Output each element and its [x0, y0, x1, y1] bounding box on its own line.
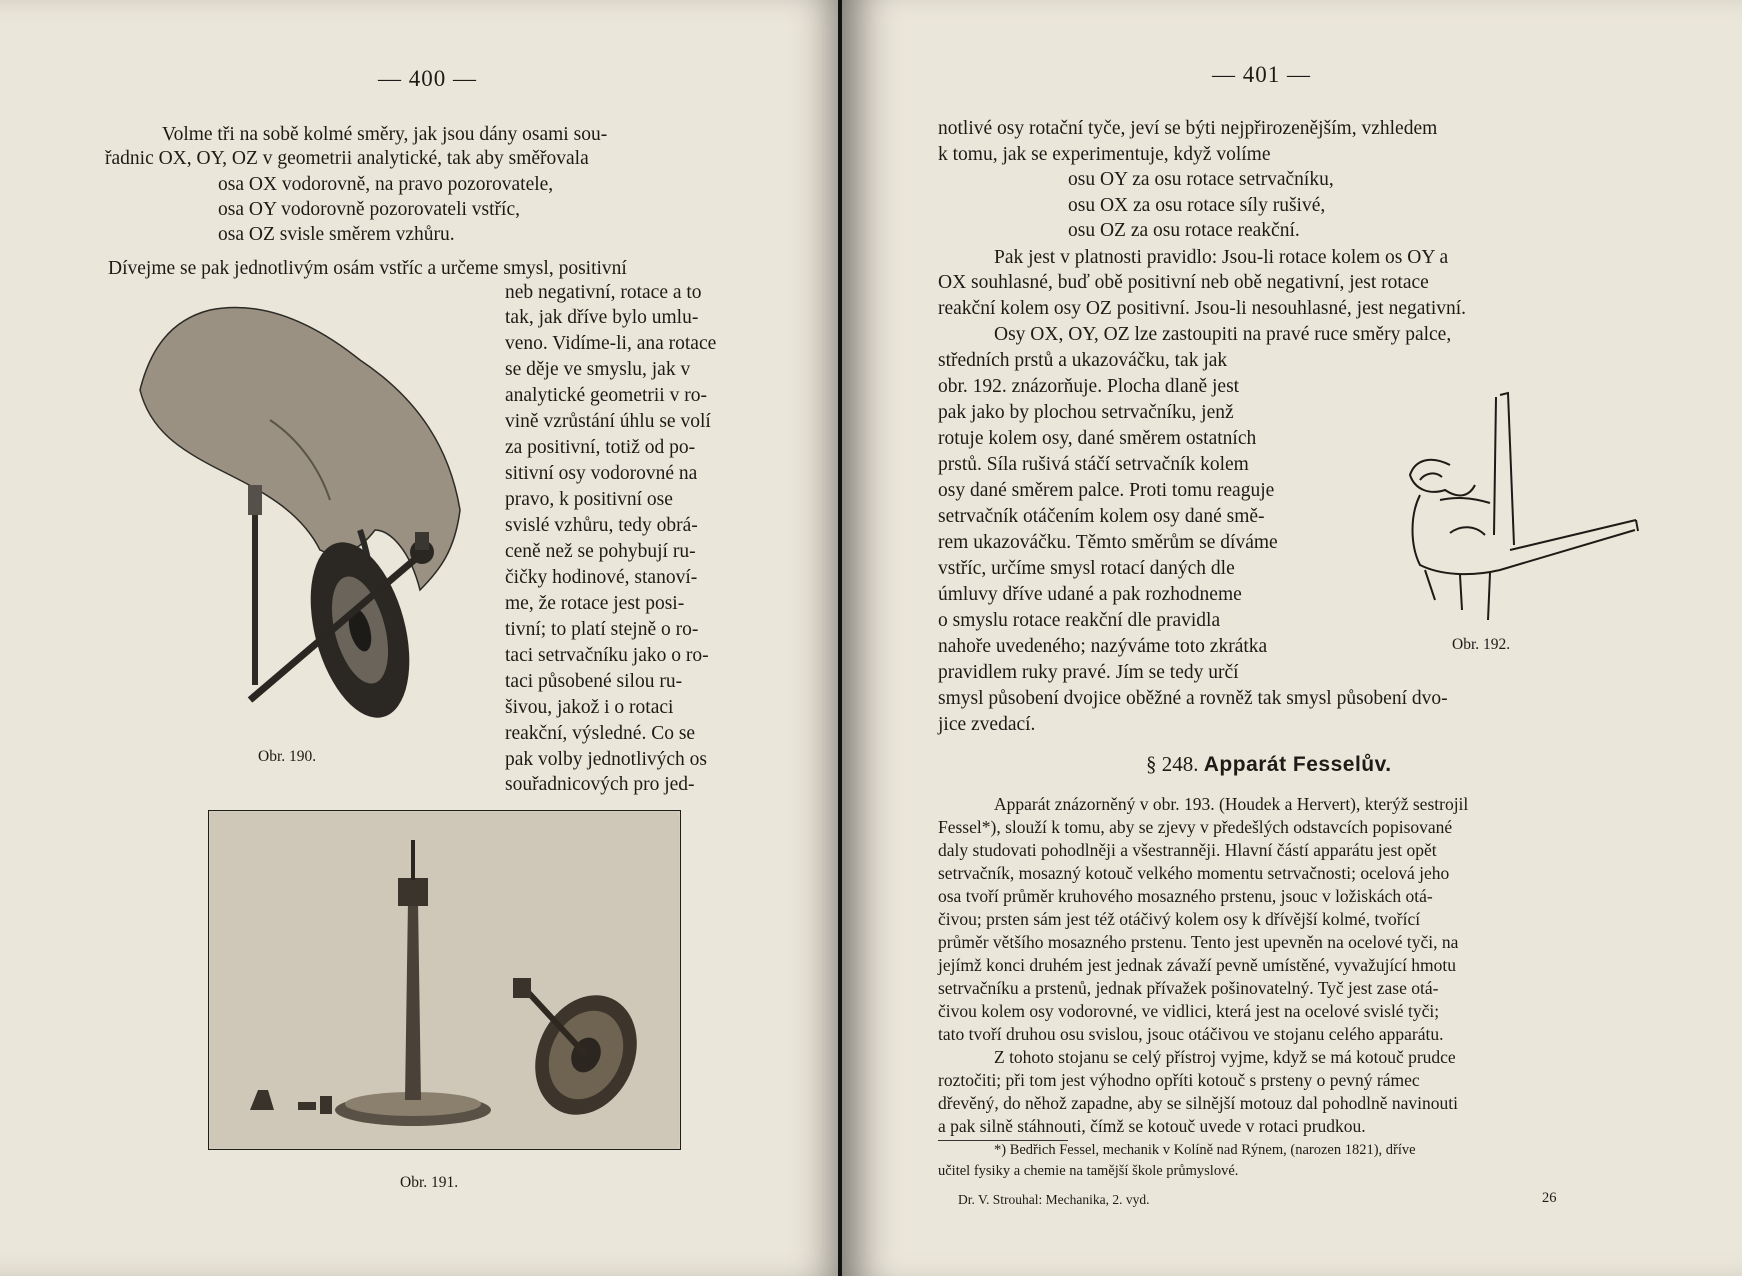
text-line: souřadnicových pro jed- — [505, 774, 695, 795]
text-line: pak volby jednotlivých os — [505, 749, 708, 770]
text-line: úmluvy dříve udané a pak rozhodneme — [938, 584, 1242, 605]
text-line: rotuje kolem osy, dané směrem ostatních — [938, 428, 1257, 449]
text-line: průměr většího mosazného prstenu. Tento jest upevněn na ocelové tyči, na — [938, 932, 1459, 952]
text-line: za positivní, totiž od po- — [505, 437, 696, 458]
text-line: Dívejme se pak jednotlivým osám vstříc a určeme smysl, positivní — [108, 258, 627, 279]
text-line: osu OY za osu rotace setrvačníku, — [1068, 169, 1334, 190]
text-line: osa tvoří průměr kruhového mosazného prstenu, jsouc v ložiskách otá- — [938, 886, 1433, 906]
text-line: pravidlem ruky pravé. Jím se tedy určí — [938, 662, 1239, 683]
text-line: pak jako by plochou setrvačníku, jenž — [938, 402, 1234, 423]
text-line: me, že rotace jest posi- — [505, 593, 685, 614]
text-line: nahoře uvedeného; nazýváme toto zkrátka — [938, 636, 1268, 657]
text-line: řadnic OX, OY, OZ v geometrii analytické, tak aby směřovala — [105, 148, 589, 169]
right-page — [842, 0, 1742, 1276]
text-line: osa OZ svisle směrem vzhůru. — [218, 224, 455, 245]
text-line: vině vzrůstání úhlu se volí — [505, 411, 711, 432]
text-line: notlivé osy rotační tyče, jeví se býti nejpřirozenějším, vzhledem — [938, 118, 1438, 139]
text-line: pravo, k positivní ose — [505, 489, 673, 510]
text-line: vstříc, určíme smysl rotací daných dle — [938, 558, 1235, 579]
footnote-line: *) Bedřich Fessel, mechanik v Kolíně nad Rýnem, (narozen 1821), dříve — [994, 1142, 1416, 1158]
text-line: a pak silně stáhnouti, čímž se kotouč uvede v rotaci prudkou. — [938, 1116, 1366, 1136]
text-line: šivou, jakož i o rotaci — [505, 697, 674, 718]
text-line: taci působené silou ru- — [505, 671, 683, 692]
footnote-rule — [938, 1140, 1068, 1141]
text-line: osu OZ za osu rotace reakční. — [1068, 220, 1300, 241]
text-line: tak, jak dříve bylo umlu- — [505, 307, 699, 328]
text-line: setrvačník otáčením kolem osy dané smě- — [938, 506, 1265, 527]
text-line: veno. Vidíme-li, ana rotace — [505, 333, 717, 354]
text-line: středních prstů a ukazováčku, tak jak — [938, 350, 1228, 371]
figure-192-right-hand — [1390, 385, 1640, 635]
text-line: osa OY vodorovně pozorovateli vstříc, — [218, 199, 520, 220]
text-line: obr. 192. znázorňuje. Plocha dlaně jest — [938, 376, 1240, 397]
text-line: dřevěný, do něhož zapadne, aby se silnější motouz dal pohodlně navinouti — [938, 1093, 1459, 1113]
text-line: jejímž konci druhém jest jednak závaží pevně umístěné, vyvažující hmotu — [938, 955, 1457, 975]
text-line: OX souhlasné, buď obě positivní neb obě negativní, jest rotace — [938, 272, 1429, 293]
text-line: se děje ve smyslu, jak v — [505, 359, 691, 380]
figure-191-fessel-apparatus — [208, 810, 681, 1150]
left-page — [0, 0, 842, 1276]
text-line: Z tohoto stojanu se celý přístroj vyjme, když se má kotouč prudce — [994, 1047, 1456, 1067]
text-line: Osy OX, OY, OZ lze zastoupiti na pravé ruce směry palce, — [994, 324, 1452, 345]
text-line: sitivní osy vodorovné na — [505, 463, 698, 484]
text-line: reakční kolem osy OZ positivní. Jsou-li nesouhlasné, jest negativní. — [938, 298, 1467, 319]
text-line: osy dané směrem palce. Proti tomu reaguje — [938, 480, 1275, 501]
text-line: smysl působení dvojice oběžné a rovněž tak smysl působení dvo- — [938, 688, 1448, 709]
text-line: setrvačníku a prstenů, jednak přívažek pošinovatelný. Tyč jest zase otá- — [938, 978, 1439, 998]
figure-192-caption: Obr. 192. — [1452, 636, 1511, 653]
text-line: Pak jest v platnosti pravidlo: Jsou-li rotace kolem os OY a — [994, 247, 1449, 268]
section-heading — [1146, 752, 1392, 777]
page-number: — 400 — — [378, 66, 477, 91]
text-line: svislé vzhůru, tedy obrá- — [505, 515, 698, 536]
text-line: čivou kolem osy vodorovné, ve vidlici, která jest na ocelové svislé tyči; — [938, 1001, 1440, 1021]
imprint-line: Dr. V. Strouhal: Mechanika, 2. vyd. — [958, 1192, 1150, 1207]
section-title: Apparát Fesselův. — [1203, 753, 1392, 776]
footnote-line: učitel fysiky a chemie na tamější škole průmyslové. — [938, 1163, 1239, 1179]
text-line: čivou; prsten sám jest též otáčivý kolem osy k dřívější kolmé, tvořící — [938, 909, 1421, 929]
text-line: roztočiti; při tom jest výhodno opříti kotouč s prsteny o pevný rámec — [938, 1070, 1420, 1090]
text-line: neb negativní, rotace a to — [505, 282, 702, 303]
text-line: k tomu, jak se experimentuje, když volíme — [938, 144, 1271, 165]
text-line: taci setrvačníku jako o ro- — [505, 645, 709, 666]
section-number: § 248. — [1146, 752, 1199, 776]
text-line: Fessel*), slouží k tomu, aby se zjevy v předešlých odstavcích popisované — [938, 817, 1453, 837]
text-line: Apparát znázorněný v obr. 193. (Houdek a Hervert), kterýž sestrojil — [994, 794, 1469, 814]
text-line: o smyslu rotace reakční dle pravidla — [938, 610, 1221, 631]
figure-191-caption: Obr. 191. — [400, 1174, 459, 1191]
text-line: daly studovati pohodlněji a všestranněji. Hlavní částí apparátu jest opět — [938, 840, 1437, 860]
text-line: prstů. Síla rušivá stáčí setrvačník kolem — [938, 454, 1249, 475]
text-line: tivní; to platí stejně o ro- — [505, 619, 699, 640]
text-line: osa OX vodorovně, na pravo pozorovatele, — [218, 174, 554, 195]
text-line: analytické geometrii v ro- — [505, 385, 707, 406]
text-line: rem ukazováčku. Těmto směrům se díváme — [938, 532, 1278, 553]
signature-number: 26 — [1542, 1190, 1557, 1206]
text-line: Volme tři na sobě kolmé směry, jak jsou dány osami sou- — [162, 124, 608, 145]
figure-190-caption: Obr. 190. — [258, 748, 317, 765]
text-line: reakční, výsledné. Co se — [505, 723, 696, 744]
text-line: jice zvedací. — [938, 714, 1036, 735]
text-line: osu OX za osu rotace síly rušivé, — [1068, 195, 1326, 216]
page-number: — 401 — — [1212, 62, 1311, 87]
text-line: čičky hodinové, stanoví- — [505, 567, 698, 588]
text-line: ceně než se pohybují ru- — [505, 541, 696, 562]
text-line: setrvačník, mosazný kotouč velkého momentu setrvačnosti; ocelová jeho — [938, 863, 1450, 883]
figure-190-hand-gyroscope — [120, 300, 490, 720]
text-line: tato tvoří druhou osu svislou, jsouc otáčivou ve stojanu celého apparátu. — [938, 1024, 1444, 1044]
